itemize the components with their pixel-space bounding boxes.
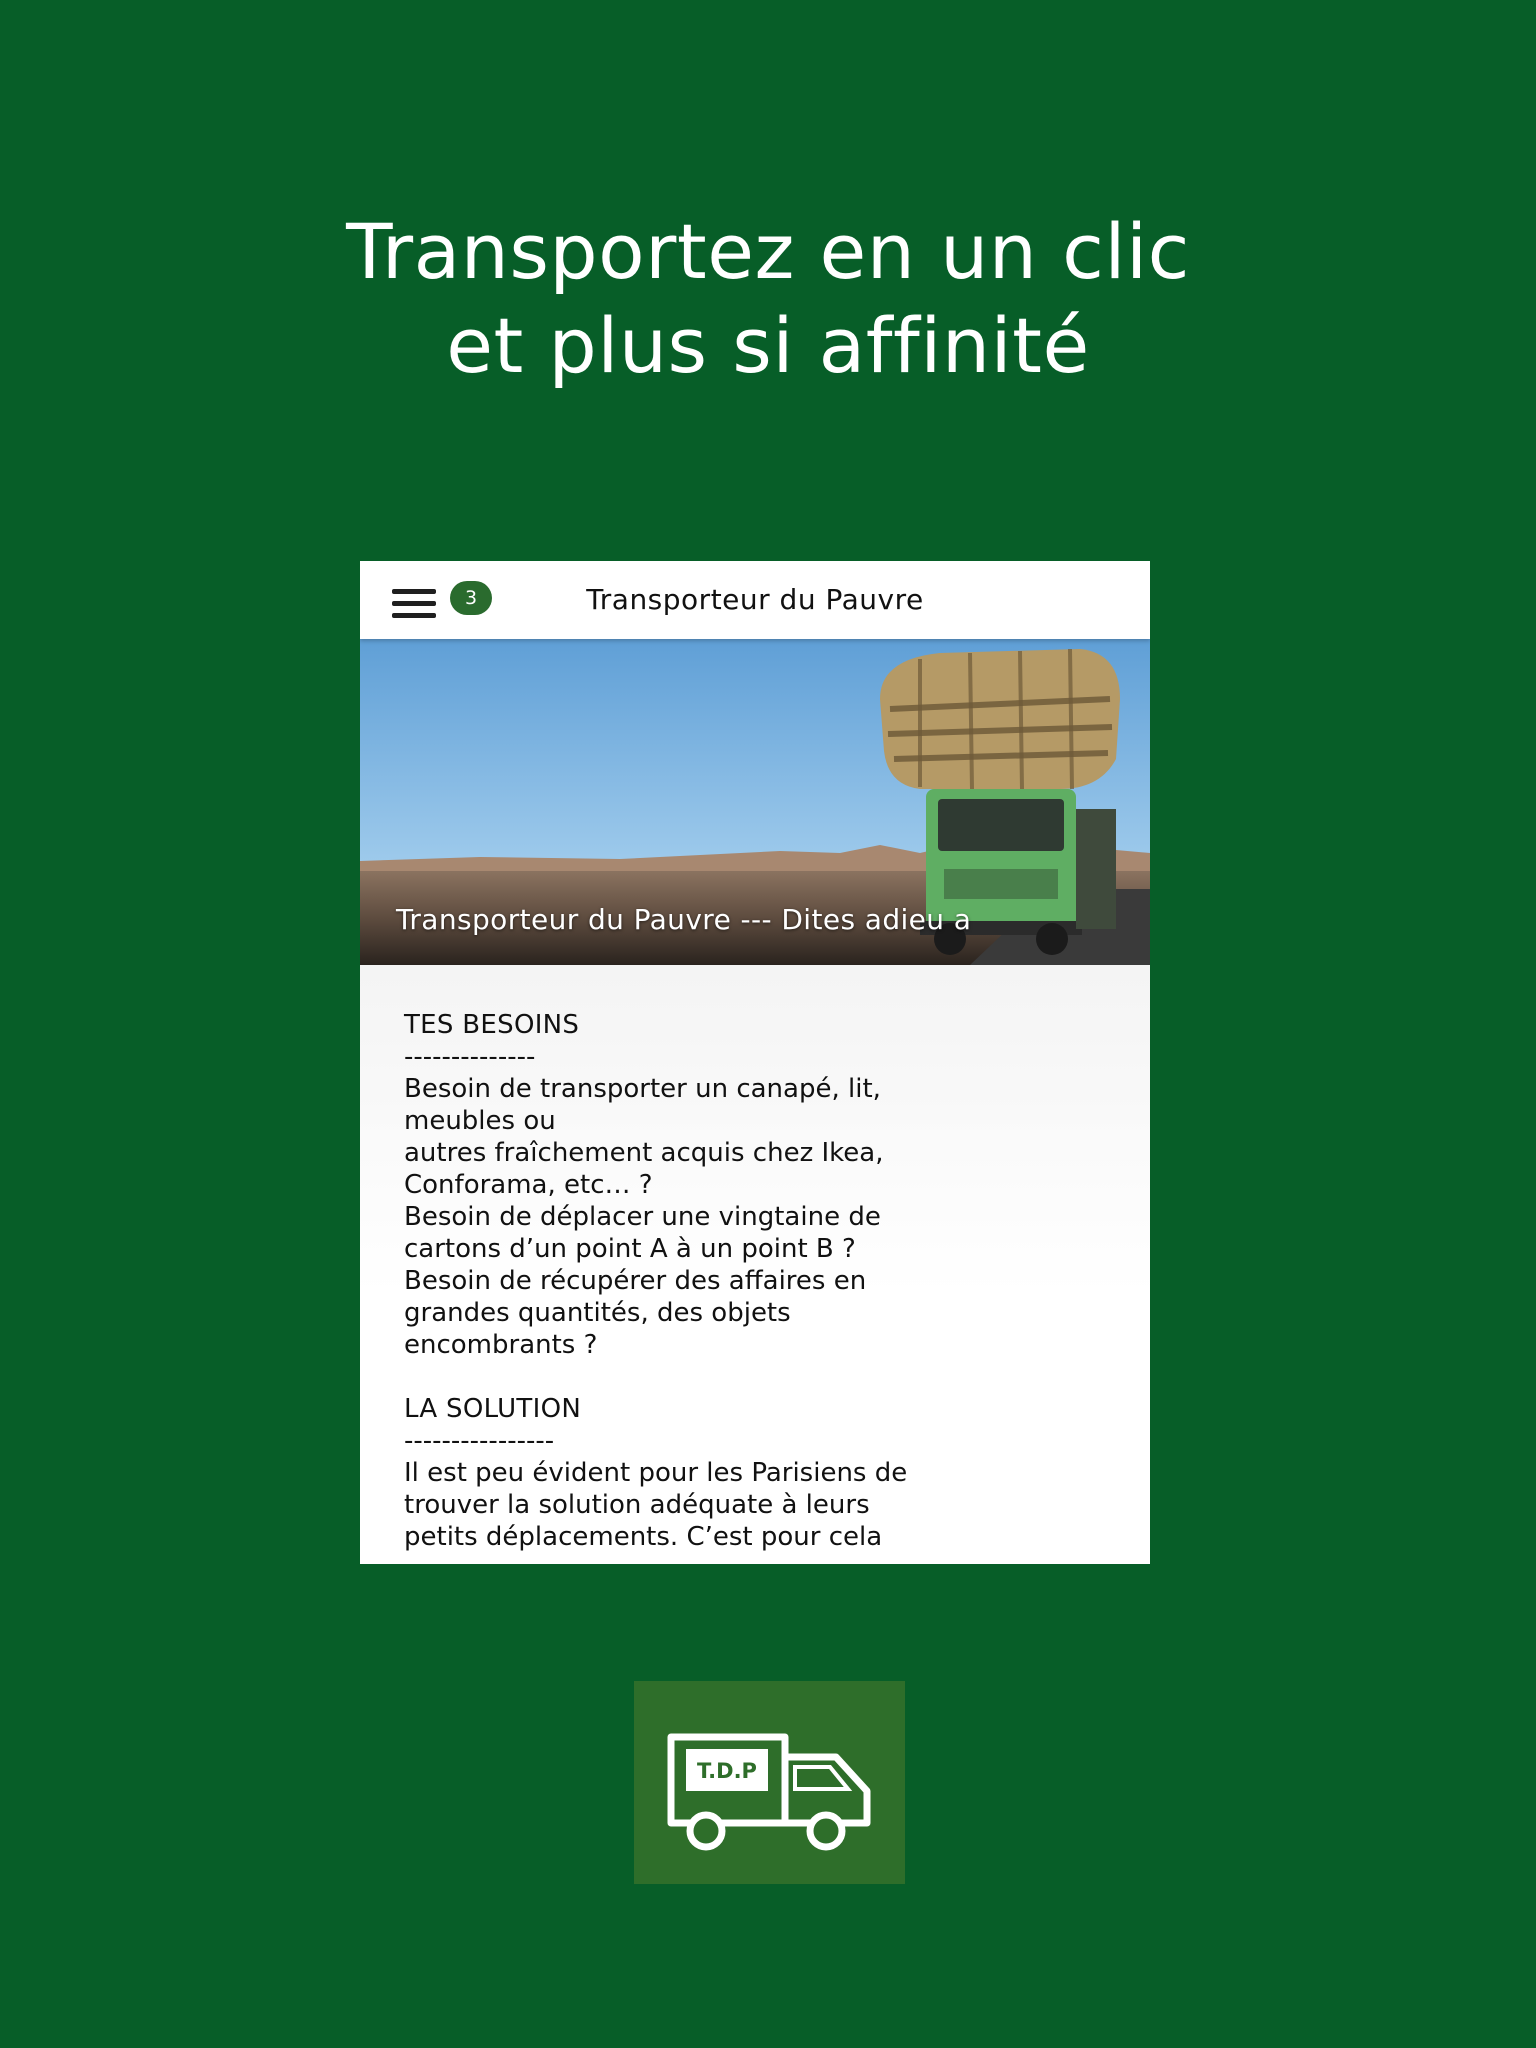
truck-icon: [634, 1681, 905, 1884]
section-rule: ----------------: [404, 1426, 555, 1456]
app-screenshot: [360, 561, 1150, 1564]
hero-banner: [360, 639, 1150, 965]
headline-line-1: Transportez en un clic: [346, 207, 1190, 296]
section-title-solution: LA SOLUTION: [404, 1394, 582, 1424]
app-title: Transporteur du Pauvre: [586, 583, 924, 616]
app-logo: [634, 1681, 905, 1884]
app-bar: [360, 561, 1150, 639]
section-body-solution: Il est peu évident pour les Parisiens de trouver la solution adéquate à leurs petits déplacements. C’est pour cela: [404, 1458, 908, 1552]
section-title-besoins: TES BESOINS: [404, 1010, 580, 1040]
logo-text: T.D.P: [697, 1759, 757, 1783]
section-body-besoins: Besoin de transporter un canapé, lit, meubles ou autres fraîchement acquis chez Ikea, Conforama, etc… ? Besoin de déplacer une vingtaine de cartons d’un point A à un point B ? Besoin de récupérer des affaires en grandes quantités, des objets encombrants ?: [404, 1074, 884, 1360]
notification-badge: 3: [450, 581, 492, 615]
promo-headline: [0, 205, 1536, 393]
headline-line-2: et plus si affinité: [446, 301, 1090, 390]
hero-caption: Transporteur du Pauvre --- Dites adieu a: [396, 903, 972, 936]
menu-button[interactable]: [390, 587, 478, 623]
content-scroll[interactable]: [360, 965, 1150, 1564]
section-rule: --------------: [404, 1042, 536, 1072]
